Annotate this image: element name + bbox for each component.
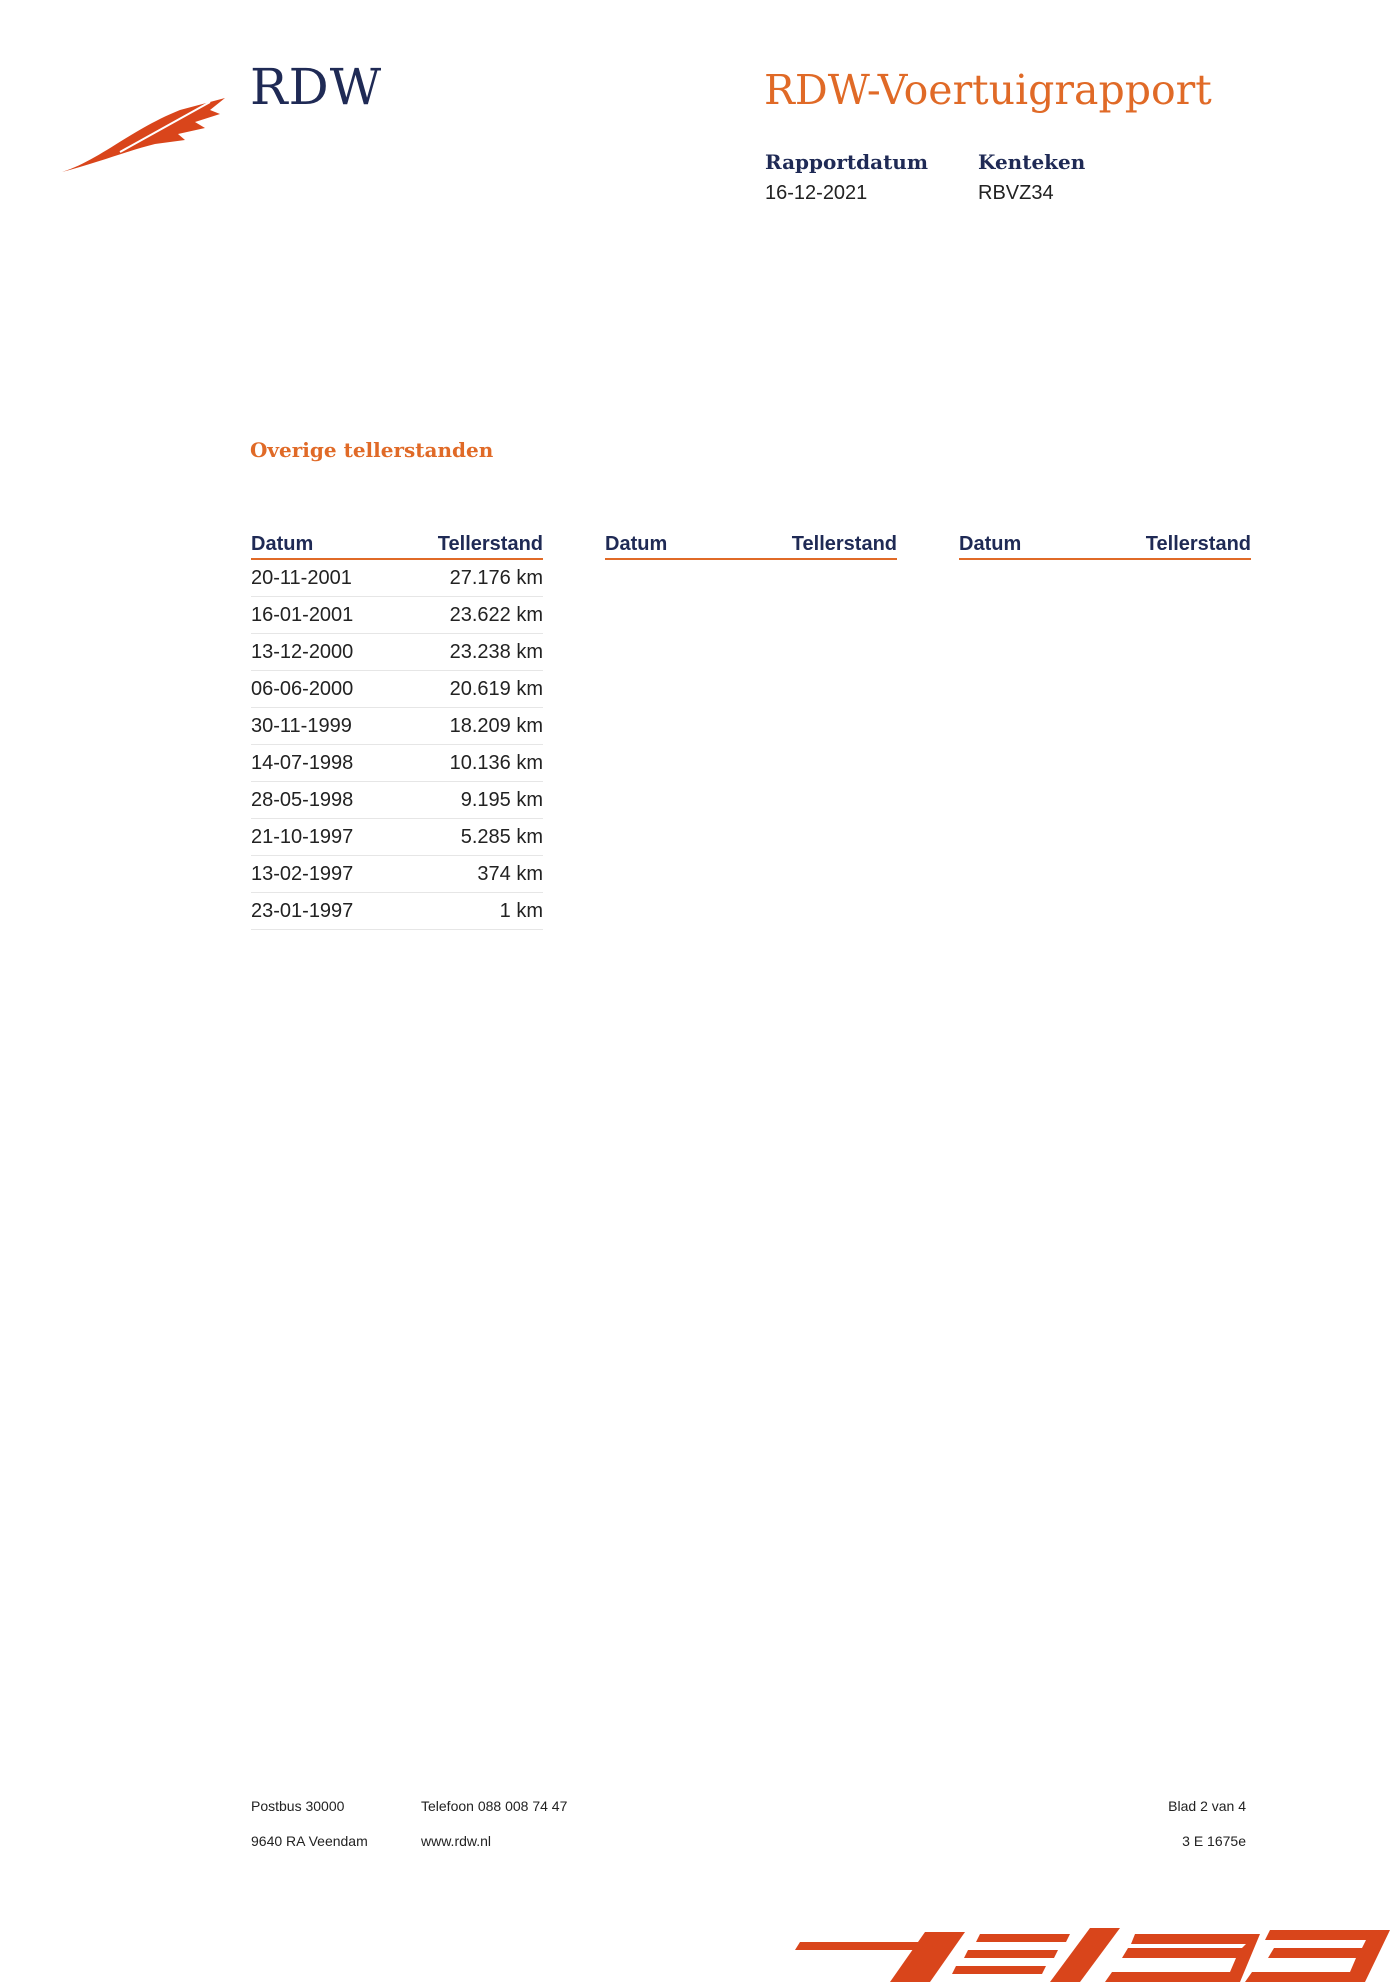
table-row bbox=[251, 745, 543, 782]
odometer-column-1 bbox=[251, 530, 543, 930]
rapportdatum-value: 16-12-2021 bbox=[765, 182, 868, 204]
footer-telefoon: Telefoon 088 008 74 47 bbox=[421, 1798, 568, 1814]
table-row bbox=[251, 671, 543, 708]
row-date: 20-11-2001 bbox=[251, 566, 352, 589]
column-header bbox=[251, 530, 543, 560]
footer-code: 3 E 1675e bbox=[1182, 1833, 1246, 1849]
table-row bbox=[251, 893, 543, 930]
value-header: Tellerstand bbox=[437, 533, 543, 555]
row-date: 13-12-2000 bbox=[251, 640, 354, 663]
row-value: 23.238 km bbox=[449, 640, 543, 663]
footer-address: 9640 RA Veendam bbox=[251, 1833, 368, 1849]
row-value: 18.209 km bbox=[449, 714, 543, 737]
value-header: Tellerstand bbox=[1145, 533, 1251, 555]
odometer-column-2 bbox=[605, 530, 897, 560]
document-title: RDW-Voertuigrapport bbox=[764, 66, 1212, 114]
footer-page-number: Blad 2 van 4 bbox=[1168, 1798, 1246, 1814]
date-header: Datum bbox=[605, 533, 668, 555]
table-row bbox=[251, 782, 543, 819]
row-date: 16-01-2001 bbox=[251, 603, 354, 626]
table-row bbox=[251, 819, 543, 856]
row-value: 1 km bbox=[499, 899, 543, 922]
row-value: 10.136 km bbox=[449, 751, 543, 774]
date-header: Datum bbox=[251, 533, 314, 555]
rapportdatum-label: Rapportdatum bbox=[765, 150, 929, 174]
table-row bbox=[251, 597, 543, 634]
row-date: 21-10-1997 bbox=[251, 825, 354, 848]
date-header: Datum bbox=[959, 533, 1022, 555]
table-row bbox=[251, 634, 543, 671]
row-value: 9.195 km bbox=[460, 788, 543, 811]
row-date: 28-05-1998 bbox=[251, 788, 354, 811]
odometer-column-3 bbox=[959, 530, 1251, 560]
value-header: Tellerstand bbox=[791, 533, 897, 555]
footer-postbus: Postbus 30000 bbox=[251, 1798, 345, 1814]
row-value: 27.176 km bbox=[449, 566, 543, 589]
row-date: 30-11-1999 bbox=[251, 714, 352, 737]
rdw-stripes-decoration-icon bbox=[790, 1920, 1400, 1982]
row-date: 23-01-1997 bbox=[251, 899, 354, 922]
row-date: 14-07-1998 bbox=[251, 751, 354, 774]
row-date: 13-02-1997 bbox=[251, 862, 354, 885]
footer-website[interactable]: www.rdw.nl bbox=[421, 1833, 492, 1849]
section-title: Overige tellerstanden bbox=[250, 438, 494, 462]
table-row bbox=[251, 708, 543, 745]
table-row bbox=[251, 856, 543, 893]
row-value: 5.285 km bbox=[460, 825, 543, 848]
row-date: 06-06-2000 bbox=[251, 677, 354, 700]
row-value: 20.619 km bbox=[449, 677, 543, 700]
row-value: 23.622 km bbox=[449, 603, 543, 626]
logo-text: RDW bbox=[250, 58, 383, 116]
table-row bbox=[251, 560, 543, 597]
rdw-feather-logo-icon bbox=[60, 90, 230, 180]
column-header bbox=[605, 530, 897, 560]
kenteken-value: RBVZ34 bbox=[978, 182, 1054, 204]
row-value: 374 km bbox=[477, 862, 543, 885]
kenteken-label: Kenteken bbox=[978, 150, 1086, 174]
column-header bbox=[959, 530, 1251, 560]
